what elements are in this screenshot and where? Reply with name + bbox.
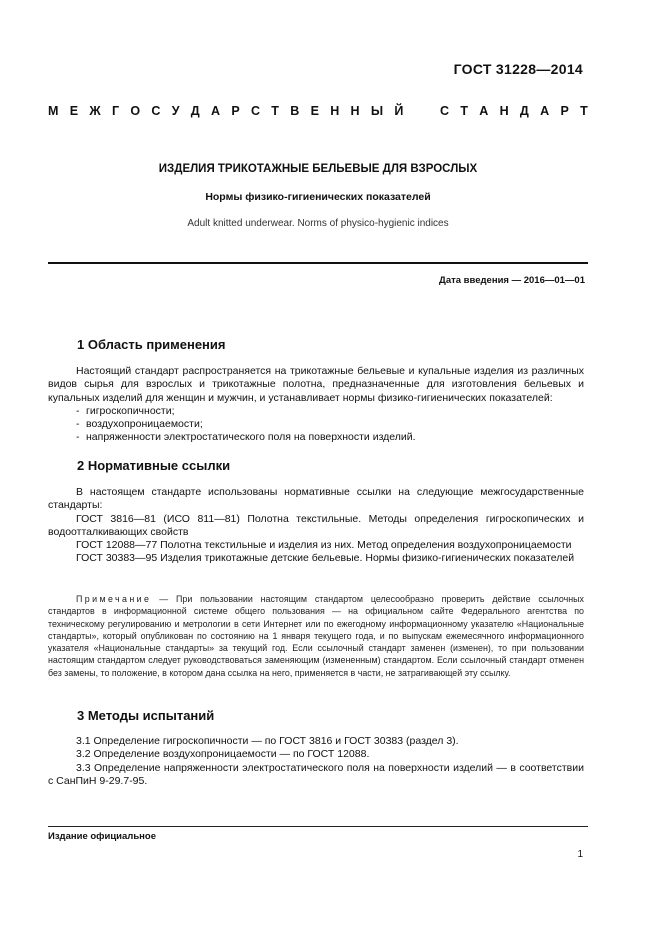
reference-gost-30383: ГОСТ 30383—95 Изделия трикотажные детские бельевые. Нормы физико-гигиенических показателей: [76, 552, 575, 565]
section-3-heading: 3 Методы испытаний: [77, 708, 215, 723]
note-label: Примечание: [76, 594, 152, 604]
banner-letter: Ы: [370, 104, 384, 118]
section-3-body: [48, 735, 584, 788]
section-1-paragraph: Настоящий стандарт распространяется на трикотажные бельевые и купальные изделия из различных видов сырья для взрослых и трикотажные полотна, предназначенные для изготовления бельевых и купальных изделий для женщин и мужчин, и устанавливает нормы физико-гигиенических показателей:: [48, 365, 584, 404]
banner-letter: Й: [394, 104, 404, 118]
banner-letter: А: [211, 104, 221, 118]
banner-letter: В: [290, 104, 300, 118]
banner-letter: Р: [231, 104, 240, 118]
banner-letter: М: [48, 104, 59, 118]
section-2-heading: 2 Нормативные ссылки: [77, 458, 231, 473]
section-1-body: [48, 365, 584, 445]
header-divider: [48, 262, 588, 264]
banner-letter: С: [250, 104, 260, 118]
banner-letter: Е: [69, 104, 79, 118]
document-title: ИЗДЕЛИЯ ТРИКОТАЖНЫЕ БЕЛЬЕВЫЕ ДЛЯ ВЗРОСЛЫХ: [158, 163, 478, 175]
banner-letter: Т: [460, 104, 468, 118]
document-code: ГОСТ 31228—2014: [453, 61, 583, 77]
page-number: 1: [577, 849, 583, 860]
banner-letter: Р: [560, 104, 569, 118]
note-text: — При пользовании настоящим стандартом целесообразно проверить действие ссылочных стандартов в информационной системе общего пользования — на официальном сайте Федерального агентства по техническому регулированию и метрологии в сети Интернет или по ежегодному информационному указателю «Национальные стандарты», который опубликован по состоянию на 1 января текущего года, и по выпускам ежемесячного информационного указателя «Национальные стандарты» за текущий год. Если ссылочный стандарт заменен (изменен), то при пользовании настоящим стандартом следует руководствоваться заменяющим (измененным) стандартом. Если ссылочный стандарт отменен без замены, то положение, в котором дана ссылка на него, применяется в части, не затрагивающей эту ссылку.: [48, 594, 584, 678]
section-2-intro: В настоящем стандарте использованы нормативные ссылки на следующие межгосударственные стандарты:: [48, 486, 584, 512]
document-title-english: Adult knitted underwear. Norms of physico-hygienic indices: [187, 218, 449, 229]
official-edition-label: Издание официальное: [48, 831, 156, 842]
standard-banner: [48, 104, 588, 118]
banner-letter: Н: [350, 104, 360, 118]
banner-letter: Г: [111, 104, 120, 118]
banner-letter: О: [130, 104, 141, 118]
banner-letter: Ж: [89, 104, 101, 118]
section-2-note: [48, 593, 584, 679]
reference-gost-12088: ГОСТ 12088—77 Полотна текстильные и изделия из них. Метод определения воздухопроницаемости: [76, 539, 572, 552]
banner-letter: Н: [499, 104, 509, 118]
section-1-list: [48, 405, 584, 445]
list-item: - воздухопроницаемости;: [76, 418, 203, 431]
section-1-heading: 1 Область применения: [77, 337, 226, 352]
method-item-3-3: 3.3 Определение напряженности электростатического поля на поверхности изделий — в соответствии с СанПиН 9-29.7-95.: [48, 761, 584, 787]
banner-word-gap: [415, 104, 429, 118]
document-subtitle: Нормы физико-гигиенических показателей: [205, 191, 431, 203]
method-item-3-2: 3.2 Определение воздухопроницаемости — по ГОСТ 12088.: [76, 748, 370, 761]
banner-letter: Т: [271, 104, 279, 118]
banner-letter: А: [479, 104, 489, 118]
banner-letter: Н: [330, 104, 340, 118]
banner-letter: Д: [519, 104, 529, 118]
list-item: - напряженности электростатического поля на поверхности изделий.: [76, 431, 416, 444]
introduction-date: Дата введения — 2016—01—01: [439, 275, 585, 286]
banner-letter: Д: [190, 104, 200, 118]
banner-letter: Т: [580, 104, 588, 118]
banner-letter: С: [151, 104, 161, 118]
footer-divider: [48, 826, 588, 827]
banner-letter: А: [540, 104, 550, 118]
method-item-3-1: 3.1 Определение гигроскопичности — по ГОСТ 3816 и ГОСТ 30383 (раздел 3).: [76, 735, 459, 747]
banner-letter: Е: [310, 104, 319, 118]
reference-gost-3816: ГОСТ 3816—81 (ИСО 811—81) Полотна текстильные. Методы определения гигроскопических и водоотталкивающих свойств: [48, 512, 584, 538]
section-2-body: [48, 486, 584, 566]
list-item: - гигроскопичности;: [76, 404, 175, 417]
banner-letter: У: [171, 104, 180, 118]
banner-letter: С: [439, 104, 450, 118]
